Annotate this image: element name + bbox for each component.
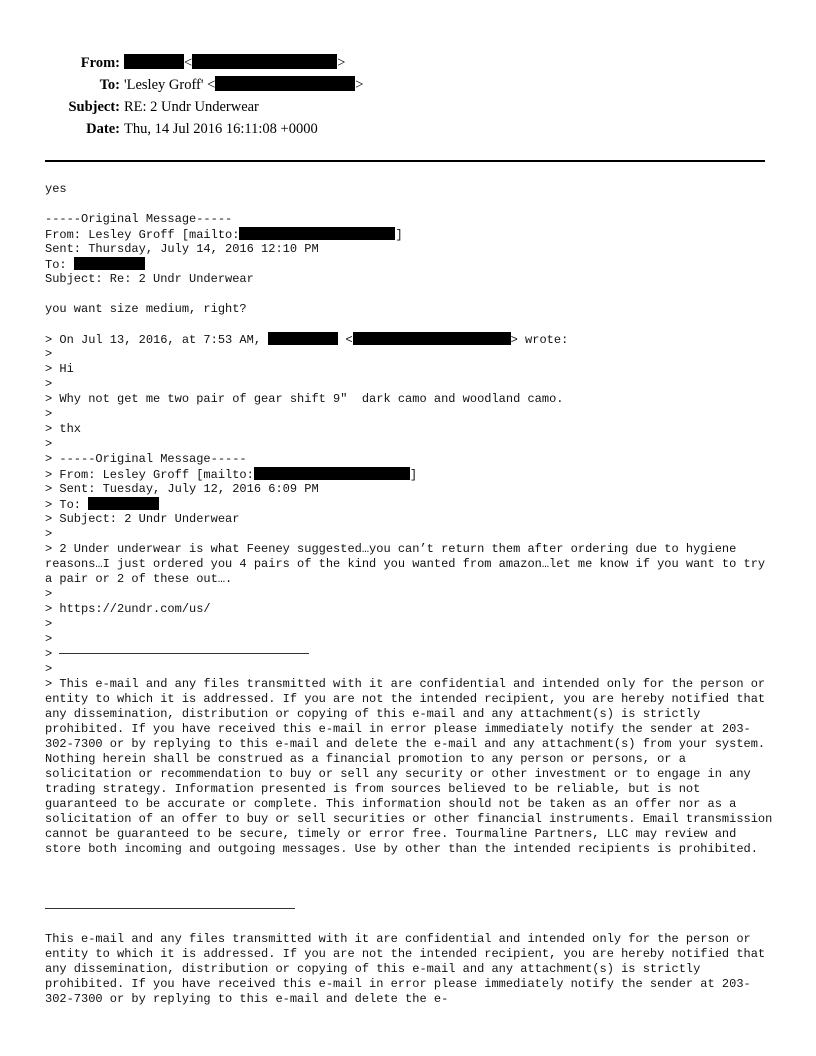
quote-separator-prefix: > — [45, 647, 60, 661]
to-row — [0, 74, 816, 96]
quote-message: > 2 Under underwear is what Feeney suggested…you can’t return them after ordering due to hygiene reasons…I just ordered you 4 pairs of the kind you wanted from amazon…let me know if you want to try a pair or 2 of these out…. — [45, 542, 766, 586]
quote-marker-line: > — [45, 617, 53, 631]
original-subject: Subject: Re: 2 Undr Underwear — [45, 272, 254, 286]
blank-line — [45, 287, 775, 302]
quote-to-prefix: > To: — [45, 498, 89, 512]
to-value — [124, 74, 363, 96]
quote-link[interactable]: > https://2undr.com/us/ — [45, 602, 211, 616]
separator-rule — [59, 653, 309, 654]
original-sent: Sent: Thursday, July 14, 2016 12:10 PM — [45, 242, 319, 256]
blank-line — [45, 197, 775, 212]
from-end: > — [337, 55, 346, 71]
redaction-box — [124, 54, 184, 69]
quote-on-prefix: > On Jul 13, 2016, at 7:53 AM, — [45, 333, 269, 347]
quote-marker-line: > — [45, 632, 53, 646]
to-end: > — [355, 77, 364, 93]
from-label: From: — [80, 55, 120, 71]
quote-on-suffix: > wrote: — [510, 333, 569, 347]
quote-separator-line — [45, 647, 775, 662]
blank-line — [45, 857, 775, 872]
original-from — [45, 227, 775, 242]
separator-rule — [45, 908, 295, 909]
footer-disclaimer: This e-mail and any files transmitted with it are confidential and intended only for the person or entity to which it is addressed. If you are not the intended recipient, you are hereby notified that any dissemination, distribution or copying of this e-mail and any attachment(s) is strictly prohibited. If you have received this e-mail in error please immediately notify the sender at 203-302-7300 or by replying to this e-mail and delete the e- — [45, 932, 766, 1006]
quote-marker-line: > — [45, 527, 53, 541]
redaction-box — [268, 332, 338, 345]
blank-line — [45, 917, 775, 932]
date-value: Thu, 14 Jul 2016 16:11:08 +0000 — [124, 121, 318, 137]
redaction-box — [254, 467, 410, 480]
from-separator: < — [184, 55, 193, 71]
from-row — [0, 52, 816, 74]
quote-from-prefix: > From: Lesley Groff [mailto: — [45, 468, 254, 482]
redaction-box — [74, 257, 145, 270]
date-row — [0, 118, 816, 140]
quote-sent: > Sent: Tuesday, July 12, 2016 6:09 PM — [45, 482, 319, 496]
subject-value: RE: 2 Undr Underwear — [124, 99, 259, 115]
blank-line — [45, 872, 775, 887]
question-text: you want size medium, right? — [45, 302, 247, 316]
footer-separator-line — [45, 902, 775, 917]
redaction-box — [215, 76, 355, 91]
quote-marker-line: > — [45, 347, 53, 361]
original-from-suffix: ] — [395, 228, 403, 242]
email-body — [45, 182, 775, 1007]
quote-attribution — [45, 332, 775, 347]
subject-label: Subject: — [68, 99, 120, 115]
quote-from — [45, 467, 775, 482]
blank-line — [45, 317, 775, 332]
quote-why: > Why not get me two pair of gear shift 9" dark camo and woodland camo. — [45, 392, 564, 406]
quote-to — [45, 497, 775, 512]
quote-marker-line: > — [45, 437, 53, 451]
quote-marker-line: > — [45, 407, 53, 421]
reply-text: yes — [45, 182, 67, 196]
quote-marker-line: > — [45, 377, 53, 391]
quote-marker-line: > — [45, 662, 53, 676]
quote-on-mid: < — [338, 333, 353, 347]
to-label: To: — [99, 77, 120, 93]
to-name: 'Lesley Groff' < — [124, 77, 216, 93]
original-from-prefix: From: Lesley Groff [mailto: — [45, 228, 240, 242]
redaction-box — [353, 332, 511, 345]
quote-thx: > thx — [45, 422, 82, 436]
from-value — [124, 52, 345, 74]
date-label: Date: — [86, 121, 120, 137]
quote-from-suffix: ] — [409, 468, 418, 482]
quote-original-divider: > -----Original Message----- — [45, 452, 247, 466]
quote-marker-line: > — [45, 587, 53, 601]
subject-row — [0, 96, 816, 118]
original-to-prefix: To: — [45, 258, 74, 272]
redaction-box — [88, 497, 159, 510]
header-divider — [45, 160, 765, 162]
original-to — [45, 257, 775, 272]
redaction-box — [192, 54, 337, 69]
quote-subject: > Subject: 2 Undr Underwear — [45, 512, 240, 526]
original-message-divider: -----Original Message----- — [45, 212, 233, 226]
redaction-box — [239, 227, 395, 240]
quote-disclaimer: > This e-mail and any files transmitted with it are confidential and intended only for the person or entity to which it is addressed. If you are not the intended recipient, you are hereby notified that any dissemination, distribution or copying of this e-mail and any attachment(s) is strictly prohibited. If you have received this e-mail in error please immediately notify the sender at 203-302-7300 or by replying to this e-mail and delete the e-mail and any attachment(s) from your system. Nothing herein shall be construed as a financial promotion to any person or persons, or a solicitation or recommendation to buy or sell any security or other investment or to engage in any trading strategy. Information presented is from sources believed to be reliable, but is not guaranteed to be accurate or complete. This information should not be taken as an offer nor as a solicitation of an offer to buy or sell securities or other financial instruments. Email transmission cannot be guaranteed to be secure, timely or error free. Tourmaline Partners, LLC may review and store both incoming and outgoing messages. Use by other than the intended recipients is prohibited. — [45, 677, 773, 856]
quote-hi: > Hi — [45, 362, 74, 376]
blank-line — [45, 887, 775, 902]
email-header — [0, 52, 816, 140]
